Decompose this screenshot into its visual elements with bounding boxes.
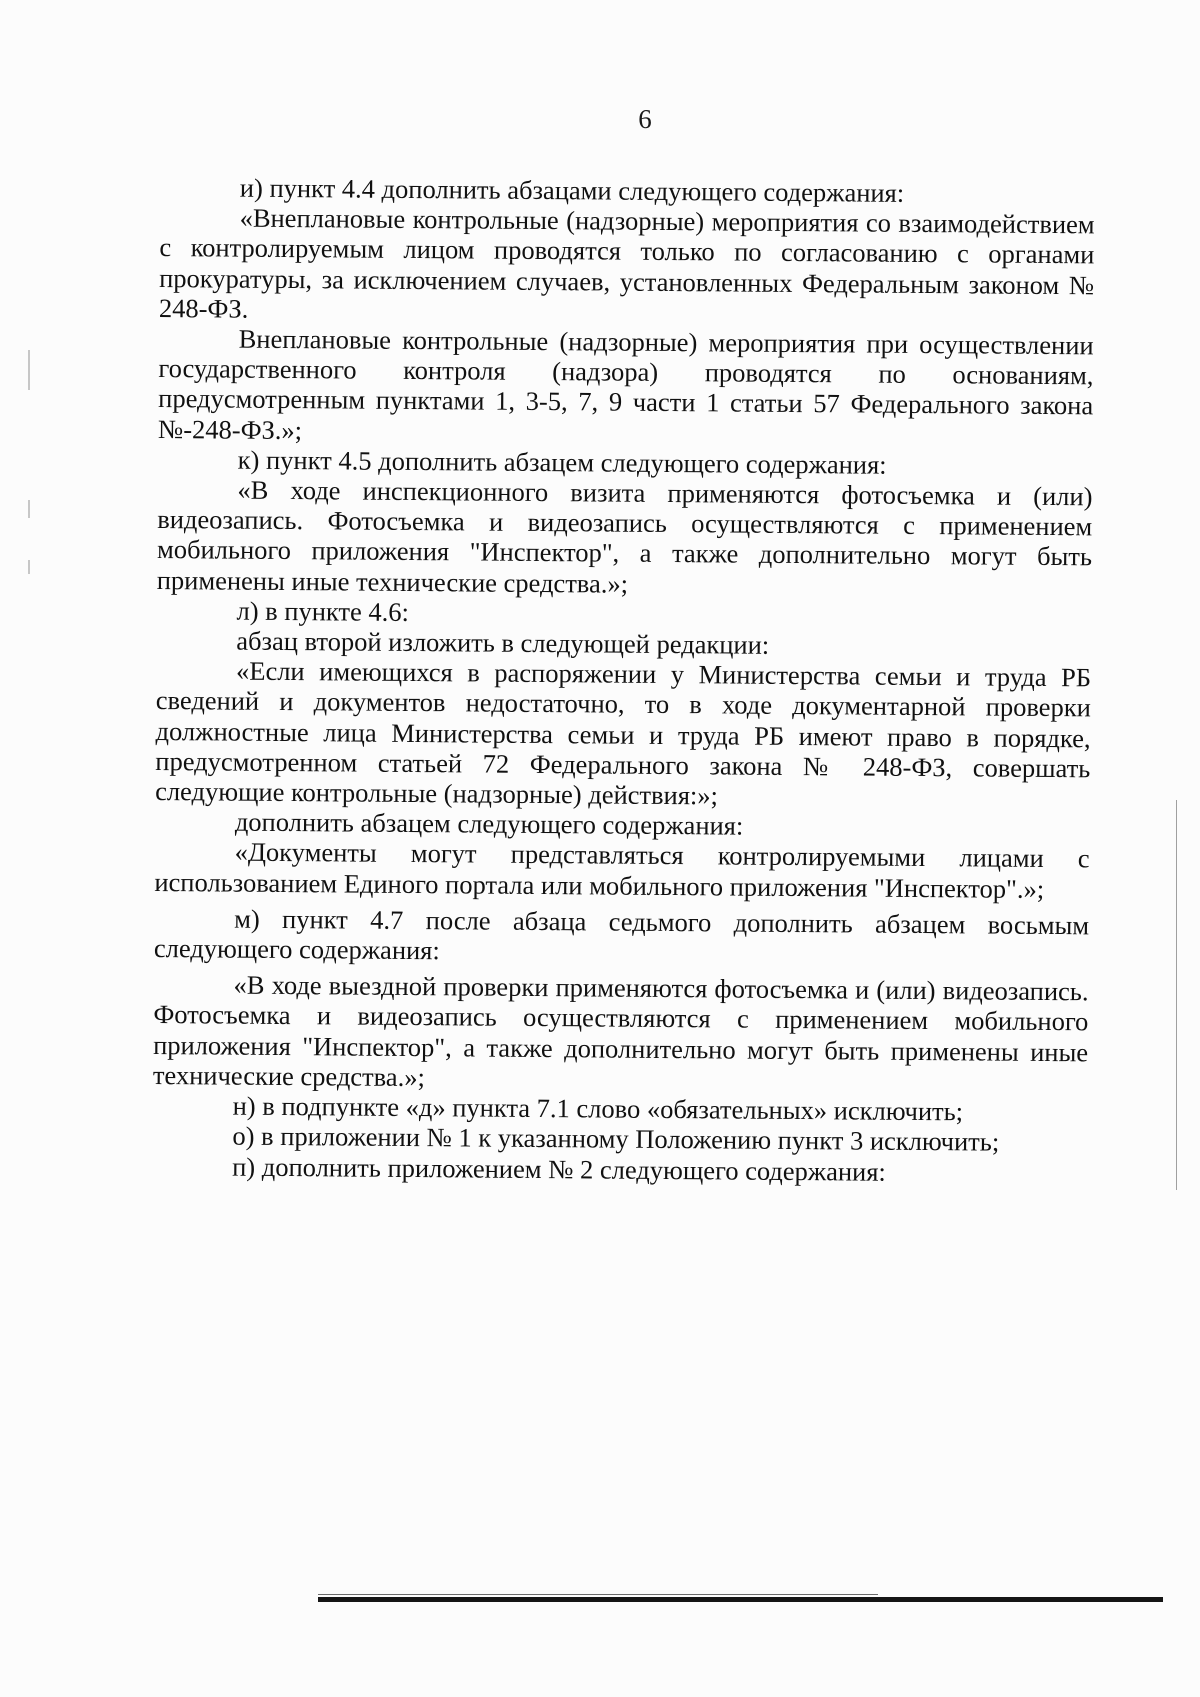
scan-artifact xyxy=(28,500,30,518)
footer-thin-rule xyxy=(318,1594,878,1595)
paragraph-item-o: о) в приложении № 1 к указанному Положению пункт 3 исключить; xyxy=(232,1120,1000,1157)
page-number: 6 xyxy=(638,104,652,134)
paragraph-quote-documents: «Документы могут представляться контролируемыми лицами с использованием Единого портала или мобильного приложения "Инспектор".»; xyxy=(154,837,1090,904)
paragraph-quote-unplanned-1: «Внеплановые контрольные (надзорные) мероприятия со взаимодействием с контролируемым лицом проводятся только по согласованию с органами прокуратуры, за исключением случаев, установленных Федеральным законом № 248-ФЗ. xyxy=(158,202,1095,324)
paragraph-item-l: л) в пункте 4.6: xyxy=(236,595,410,627)
paragraph-item-i: и) пункт 4.4 дополнить абзацами следующего содержания: xyxy=(239,172,905,208)
scan-edge-line xyxy=(1176,800,1177,1190)
document-body xyxy=(152,172,1095,1188)
paragraph-quote-field-check: «В ходе выездной проверки применяются фотосъемка и (или) видеозапись. Фотосъемка и видеозапись осуществляются с применением мобильного приложения "Инспектор", а также дополнительно могут быть применены иные технические средства.»; xyxy=(152,969,1089,1092)
paragraph-quote-unplanned-2: Внеплановые контрольные (надзорные) мероприятия при осуществлении государственного контроля (надзора) проводятся по основаниям, предусмотренным пунктами 1, 3-5, 7, 9 части 1 статьи 57 Федерального закона №-248-ФЗ.»; xyxy=(157,323,1094,445)
paragraph-quote-inspection-visit: «В ходе инспекционного визита применяются фотосъемка и (или) видеозапись. Фотосъемка и видеозапись осуществляются с применением мобильного приложения "Инспектор", а также дополнительно могут быть применены иные технические средства.»; xyxy=(156,474,1093,599)
paragraph-abzac-second: абзац второй изложить в следующей редакции: xyxy=(236,625,770,660)
paragraph-add-abzac: дополнить абзацем следующего содержания: xyxy=(234,806,744,841)
paragraph-item-p: п) дополнить приложением № 2 следующего содержания: xyxy=(232,1151,886,1187)
footer-rule xyxy=(318,1597,1163,1602)
paragraph-quote-documentary-check: «Если имеющихся в распоряжении у Министерства семьи и труда РБ сведений и документов недостаточно, то в ходе документарной проверки должностные лица Министерства семьи и труда РБ имеют право в порядке, предусмотренном статьей 72 Федерального закона № 248-ФЗ, совершать следующие контрольные (надзорные) действия:»; xyxy=(155,655,1092,811)
paragraph-item-k: к) пункт 4.5 дополнить абзацем следующего содержания: xyxy=(237,444,887,480)
paragraph-item-m: м) пункт 4.7 после абзаца седьмого дополнить абзацем восьмым следующего содержания: xyxy=(153,903,1090,966)
scan-artifact xyxy=(28,560,30,574)
scan-artifact xyxy=(28,350,30,390)
paragraph-item-n: н) в подпункте «д» пункта 7.1 слово «обязательных» исключить; xyxy=(232,1090,964,1127)
